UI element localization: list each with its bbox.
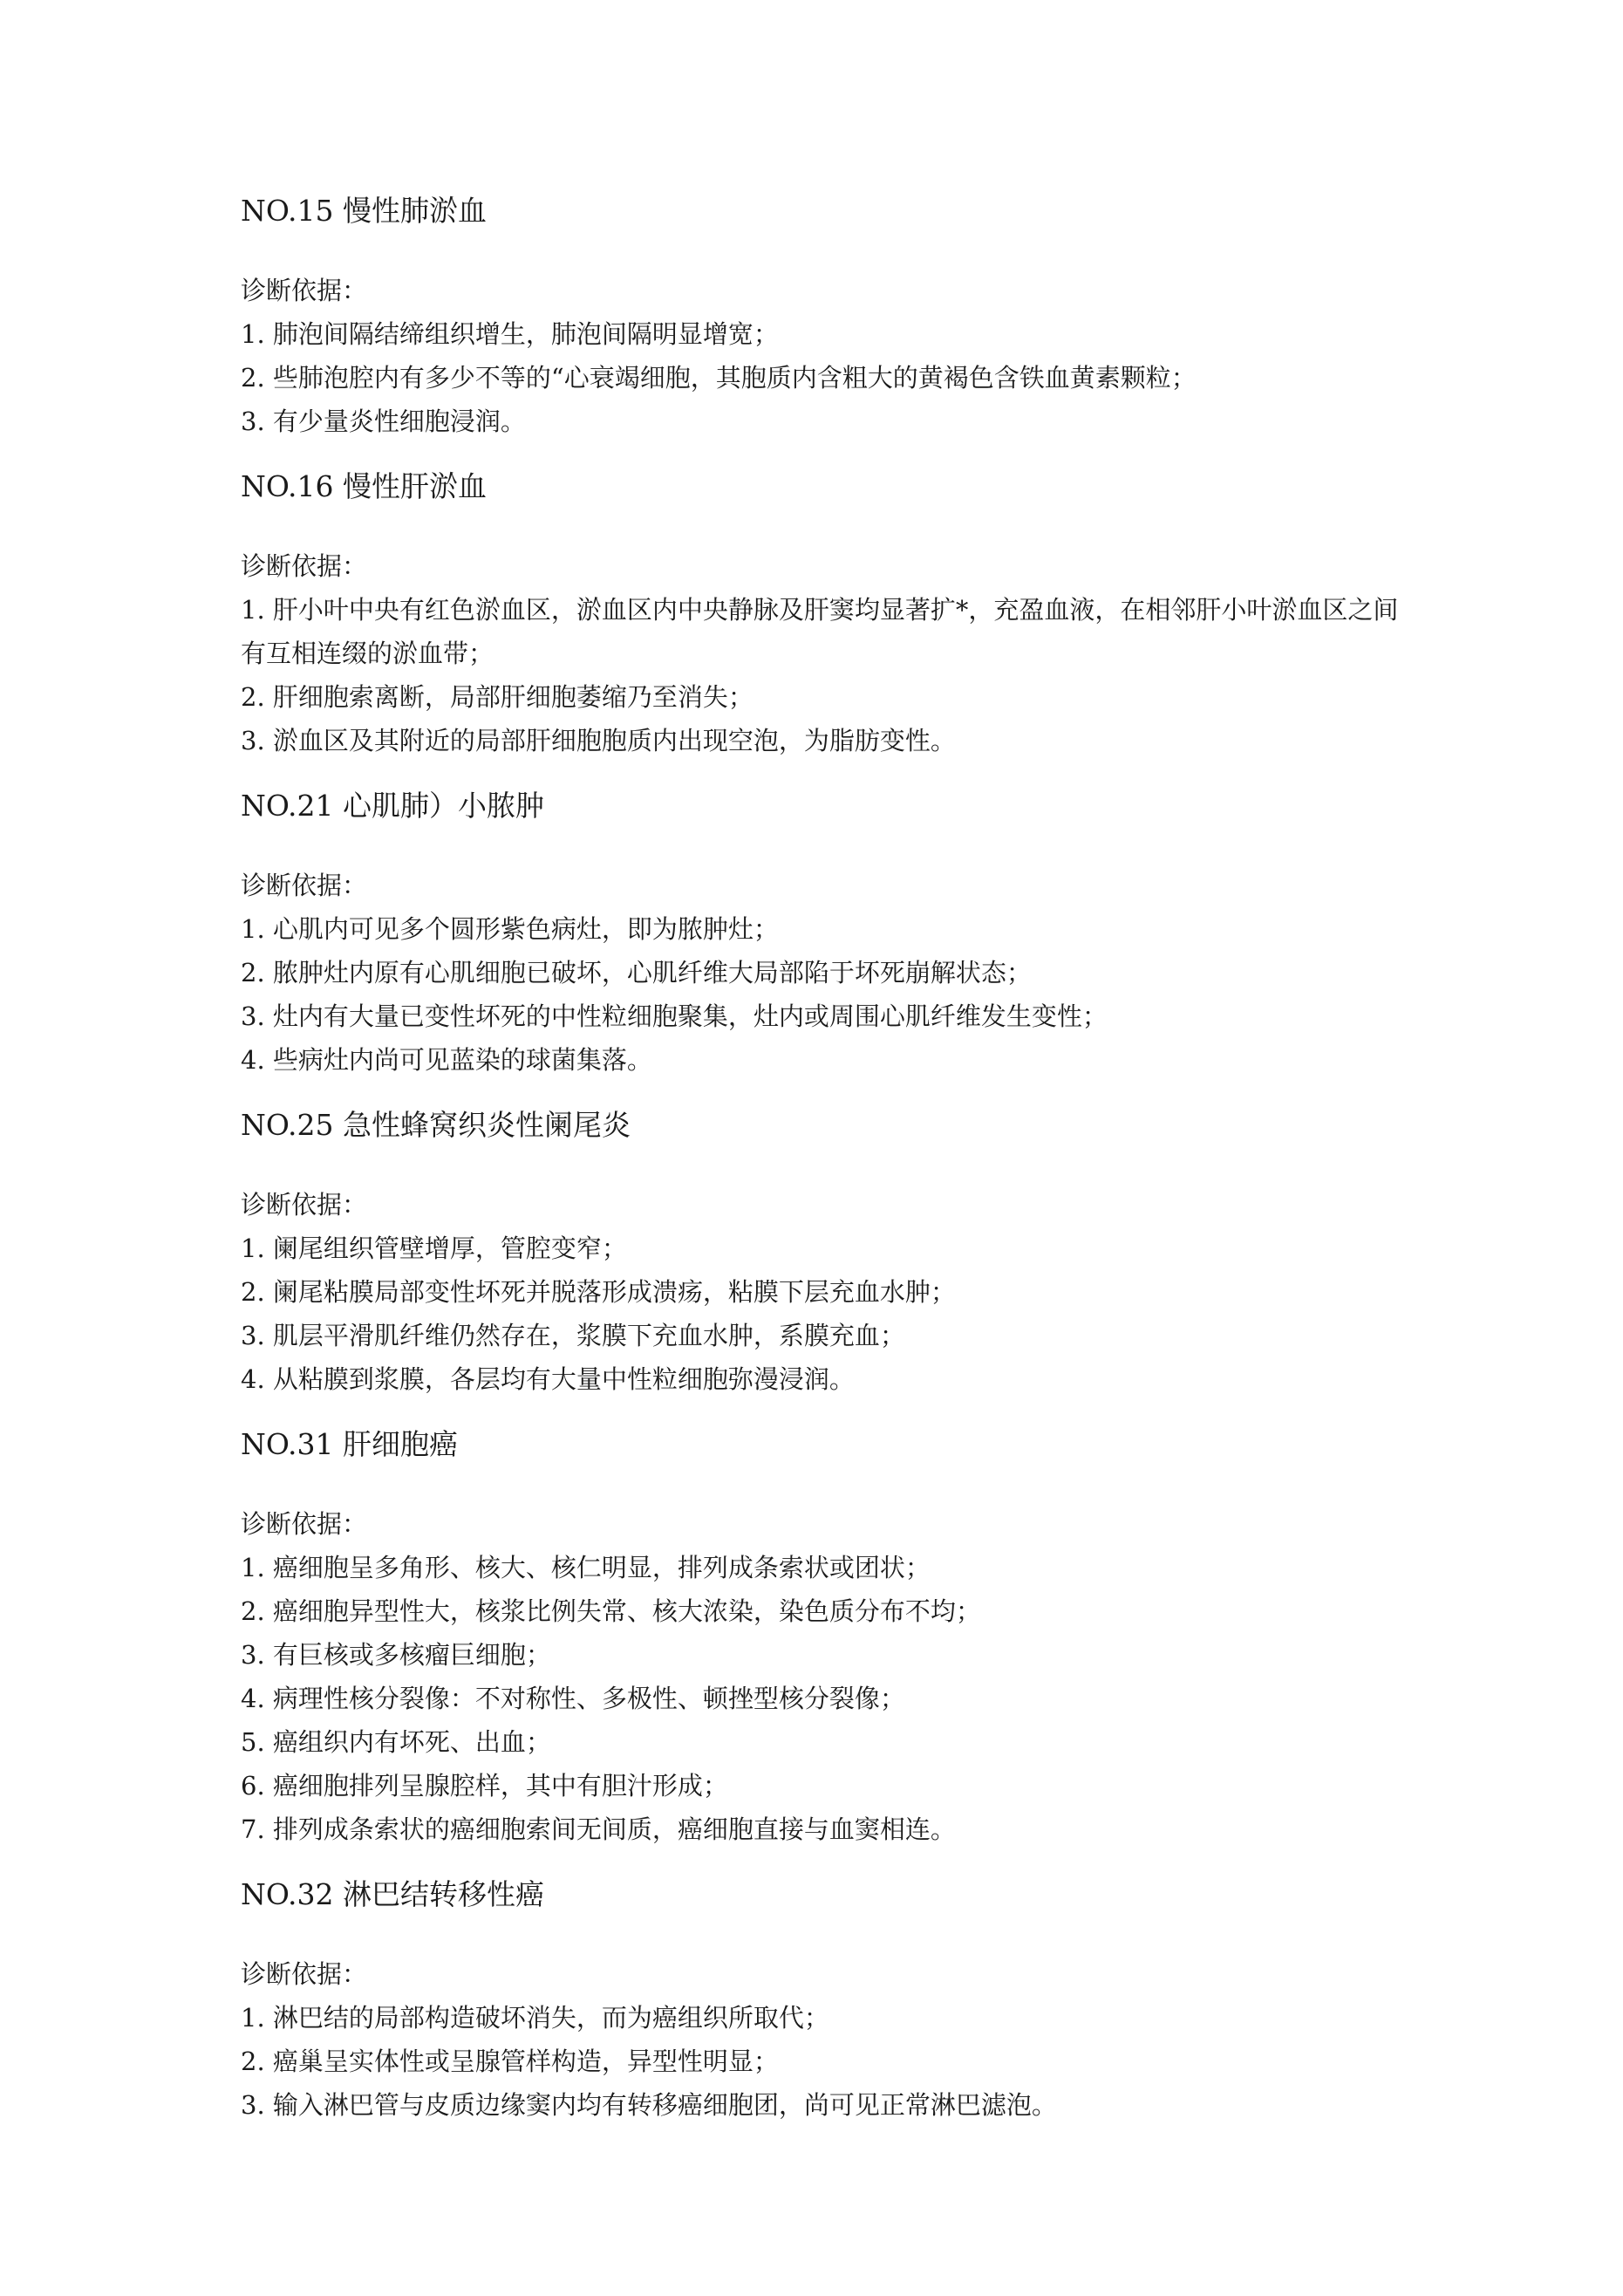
list-item: 5. 癌组织内有坏死、出血； — [241, 1727, 551, 1757]
list-item: 2. 癌细胞异型性大，核浆比例失常、核大浓染，染色质分布不均； — [241, 1596, 981, 1626]
list-item: 3. 有少量炎性细胞浸润。 — [241, 407, 526, 436]
section-no25 — [241, 1104, 1401, 1401]
list-item: 4. 病理性核分裂像：不对称性、多极性、顿挫型核分裂像； — [241, 1684, 905, 1713]
section-title: NO.25 急性蜂窝织炎性阑尾炎 — [241, 1108, 631, 1142]
list-item: 3. 输入淋巴管与皮质边缘窦内均有转移癌细胞团，尚可见正常淋巴滤泡。 — [241, 2090, 1057, 2120]
list-item: 1. 癌细胞呈多角形、核大、核仁明显，排列成条索状或团状； — [241, 1553, 931, 1582]
list-item: 2. 肝细胞索离断，局部肝细胞萎缩乃至消失； — [241, 682, 754, 712]
list-item: 1. 心肌内可见多个圆形紫色病灶，即为脓肿灶； — [241, 914, 779, 944]
list-item: 1. 淋巴结的局部构造破坏消失，而为癌组织所取代； — [241, 2003, 829, 2033]
section-no21 — [241, 785, 1401, 1082]
list-item: 3. 淤血区及其附近的局部肝细胞胞质内出现空泡，为脂肪变性。 — [241, 726, 956, 755]
list-item: 1. 肺泡间隔结缔组织增生，肺泡间隔明显增宽； — [241, 319, 779, 349]
list-item: 6. 癌细胞排列呈腺腔样，其中有胆汁形成； — [241, 1771, 728, 1801]
diagnosis-label: 诊断依据： — [241, 551, 368, 581]
section-no31 — [241, 1424, 1401, 1851]
diagnosis-label: 诊断依据： — [241, 1190, 368, 1220]
list-item: 3. 有巨核或多核瘤巨细胞； — [241, 1640, 551, 1670]
document-page — [241, 190, 1401, 2127]
section-title: NO.15 慢性肺淤血 — [241, 194, 487, 228]
diagnosis-label: 诊断依据： — [241, 1509, 368, 1539]
list-item: 4. 些病灶内尚可见蓝染的球菌集落。 — [241, 1045, 652, 1075]
list-item: 2. 癌巢呈实体性或呈腺管样构造，异型性明显； — [241, 2047, 779, 2076]
diagnosis-label: 诊断依据： — [241, 871, 368, 900]
section-title: NO.21 心肌肺）小脓肿 — [241, 789, 544, 823]
list-item: 4. 从粘膜到浆膜，各层均有大量中性粒细胞弥漫浸润。 — [241, 1364, 855, 1394]
section-title: NO.16 慢性肝淤血 — [241, 469, 487, 503]
section-title: NO.32 淋巴结转移性癌 — [241, 1877, 544, 1911]
section-no16 — [241, 466, 1401, 762]
list-item: 1. 肝小叶中央有红色淤血区，淤血区内中央静脉及肝窦均显著扩*，充盈血液，在相邻肝小叶淤血区之间有互相连缀的淤血带； — [241, 595, 1399, 668]
section-no15 — [241, 190, 1401, 443]
list-item: 2. 些肺泡腔内有多少不等的“心衰竭细胞，其胞质内含粗大的黄褐色含铁血黄素颗粒； — [241, 363, 1197, 393]
section-no32 — [241, 1874, 1401, 2127]
diagnosis-label: 诊断依据： — [241, 276, 368, 305]
section-title: NO.31 肝细胞癌 — [241, 1427, 458, 1461]
list-item: 3. 灶内有大量已变性坏死的中性粒细胞聚集，灶内或周围心肌纤维发生变性； — [241, 1001, 1108, 1031]
list-item: 2. 阑尾粘膜局部变性坏死并脱落形成溃疡，粘膜下层充血水肿； — [241, 1277, 956, 1307]
list-item: 3. 肌层平滑肌纤维仍然存在，浆膜下充血水肿，系膜充血； — [241, 1321, 905, 1350]
list-item: 1. 阑尾组织管壁增厚，管腔变窄； — [241, 1233, 627, 1263]
list-item: 7. 排列成条索状的癌细胞索间无间质，癌细胞直接与血窦相连。 — [241, 1814, 956, 1844]
diagnosis-label: 诊断依据： — [241, 1959, 368, 1989]
list-item: 2. 脓肿灶内原有心肌细胞已破坏，心肌纤维大局部陷于坏死崩解状态； — [241, 958, 1032, 987]
